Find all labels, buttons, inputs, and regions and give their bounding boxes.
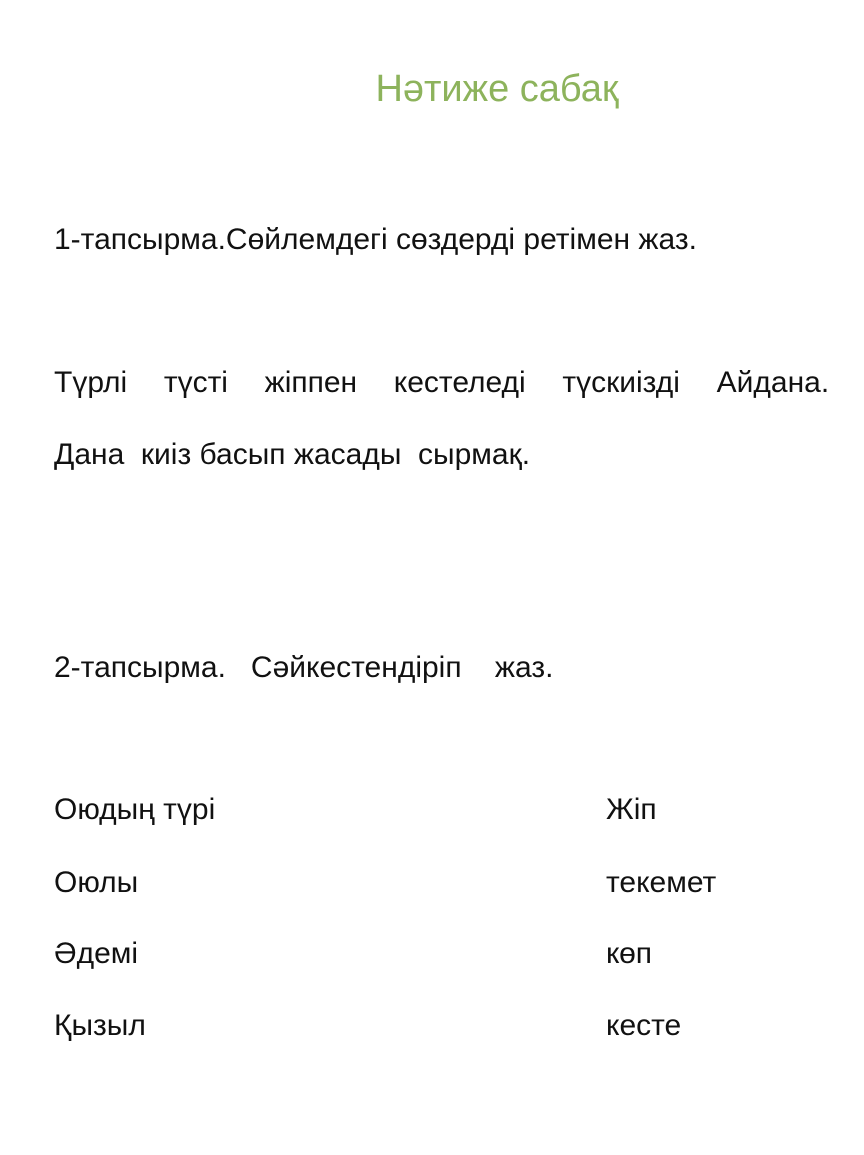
page-title: Нәтиже сабақ bbox=[375, 68, 619, 110]
match-right-item: текемет bbox=[606, 866, 717, 899]
match-left-item: Қызыл bbox=[54, 1009, 146, 1042]
match-right-item: көп bbox=[606, 937, 653, 970]
task1-heading: 1-тапсырма.Сөйлемдегі сөздерді ретімен жаз. bbox=[54, 223, 697, 256]
task1-sentence-2: Дана киіз басып жасады сырмақ. bbox=[54, 438, 531, 471]
task1-sentence-1: Түрлі түсті жіппен кестеледі түскиізді Айдана. bbox=[54, 366, 830, 399]
match-left-item: Оюлы bbox=[54, 866, 139, 899]
match-right-item: кесте bbox=[606, 1009, 682, 1042]
match-left-item: Оюдың түрі bbox=[54, 793, 216, 826]
match-left-item: Әдемі bbox=[54, 937, 139, 970]
task2-heading: 2-тапсырма. Сәйкестендіріп жаз. bbox=[54, 651, 554, 684]
match-right-item: Жіп bbox=[606, 793, 657, 826]
